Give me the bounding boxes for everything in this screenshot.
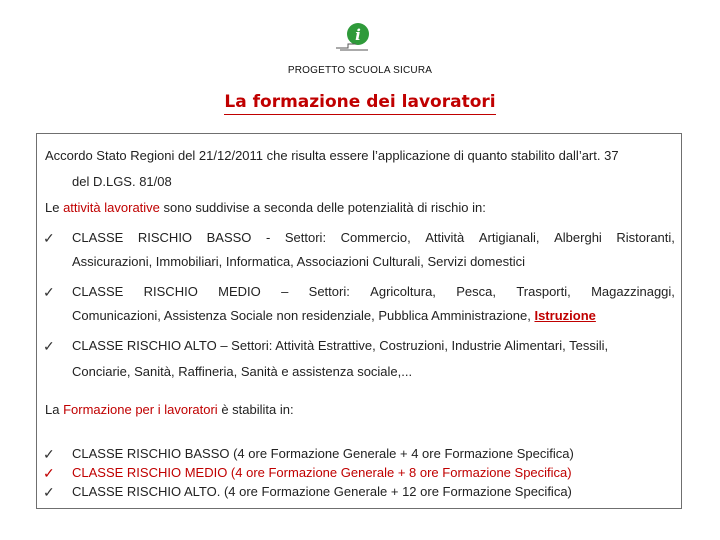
page-title-text: La formazione dei lavoratori [224,92,495,115]
risk-alto-line-1: CLASSE RISCHIO ALTO – Settori: Attività Estrattive, Costruzioni, Industrie Alimentari, Tessili, [72,338,609,353]
info-person-icon [334,22,376,52]
word: Settori: [308,284,350,299]
activities-suffix: sono suddivise a seconda delle potenzialità di rischio in: [159,200,486,215]
intro-line-1: Accordo Stato Regioni del 21/12/2011 che risulta essere l’applicazione di quanto stabilito dall’art. 37 [45,148,619,163]
checkmark-icon: ✓ [43,484,55,500]
training-intro [45,402,294,417]
training-highlight: Formazione per i lavoratori [63,402,218,417]
risk-medio-line-2 [72,308,596,323]
word: Settori: [284,230,327,245]
word: – [281,284,289,299]
risk-basso-line-2: Assicurazioni, Immobiliari, Informatica, Associazioni Culturali, Servizi domestici [72,254,525,269]
activities-highlight: attività lavorative [63,200,160,215]
word: - [265,230,271,245]
training-item-alto: CLASSE RISCHIO ALTO. (4 ore Formazione Generale + 12 ore Formazione Specifica) [72,484,572,499]
project-header: PROGETTO SCUOLA SICURA [287,65,433,76]
risk-medio-line-1 [72,284,675,299]
checkmark-icon: ✓ [43,284,55,300]
word: Agricoltura, [370,284,436,299]
page-title [0,92,720,112]
word: Commercio, [340,230,411,245]
checkmark-icon: ✓ [43,230,55,246]
word: Magazzinaggi, [591,284,675,299]
activities-prefix: Le [45,200,64,215]
word: MEDIO [218,284,261,299]
word: RISCHIO [137,230,193,245]
svg-text:i: i [355,26,361,44]
risk-alto-line-2: Conciarie, Sanità, Raffineria, Sanità e assistenza sociale,... [72,364,413,379]
word: Ristoranti, [616,230,675,245]
training-item-medio: CLASSE RISCHIO MEDIO (4 ore Formazione Generale + 8 ore Formazione Specifica) [72,465,572,480]
risk-basso-line-1 [72,230,675,245]
word: RISCHIO [143,284,198,299]
activities-intro [45,200,486,215]
intro-line-2: del D.LGS. 81/08 [72,174,172,189]
word: CLASSE [72,284,124,299]
word: Alberghi [554,230,602,245]
training-suffix: è stabilita in: [217,402,294,417]
training-item-basso: CLASSE RISCHIO BASSO (4 ore Formazione Generale + 4 ore Formazione Specifica) [72,446,574,461]
word: Artigianali, [478,230,540,245]
word: Attività [425,230,465,245]
istruzione-emphasis: Istruzione [534,308,596,323]
word: CLASSE [72,230,124,245]
checkmark-icon: ✓ [43,465,55,481]
word: BASSO [206,230,252,245]
word: Trasporti, [516,284,571,299]
content-box [36,133,682,509]
risk-medio-sectors: Comunicazioni, Assistenza Sociale non residenziale, Pubblica Amministrazione, [72,308,535,323]
checkmark-icon: ✓ [43,338,55,354]
training-prefix: La [45,402,64,417]
checkmark-icon: ✓ [43,446,55,462]
word: Pesca, [456,284,496,299]
